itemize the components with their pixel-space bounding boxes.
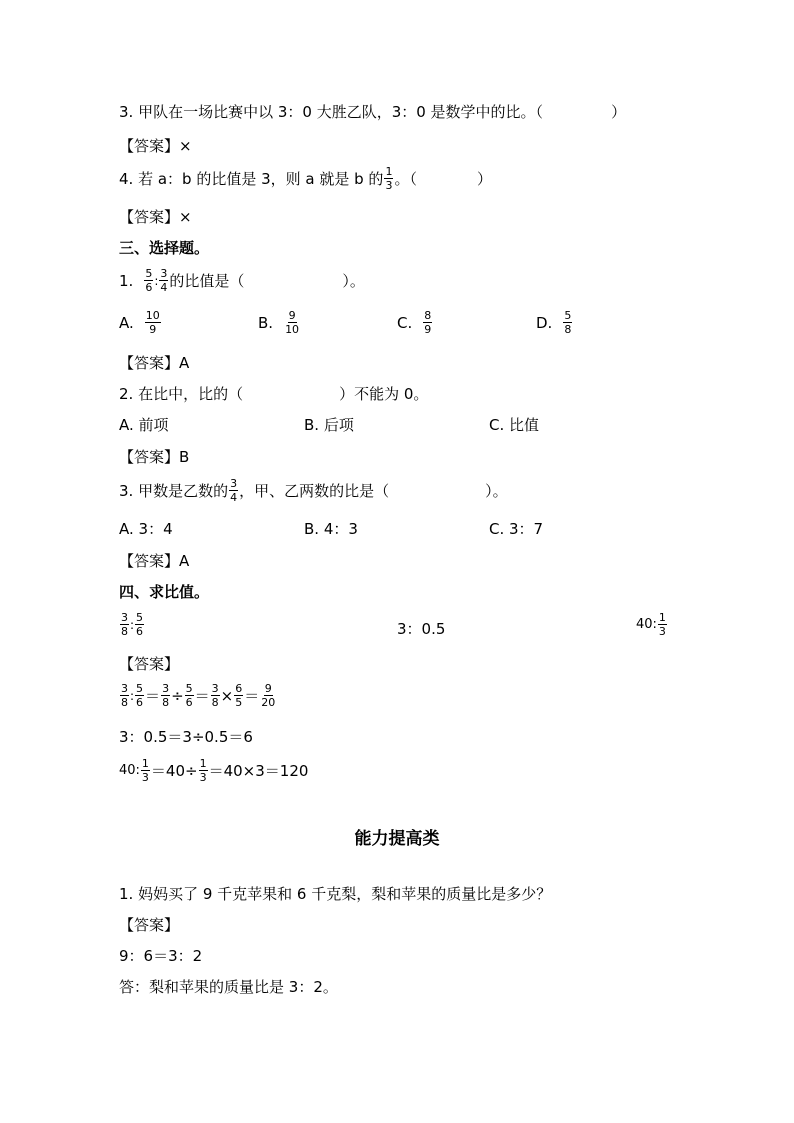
fraction <box>120 683 129 708</box>
answer-label-4: 【答案】 <box>119 655 180 673</box>
numerator: 10 <box>145 309 160 322</box>
equals-sign: ＝ <box>244 687 260 705</box>
numerator: 3 <box>160 267 168 280</box>
fraction <box>284 310 300 335</box>
numerator: 3 <box>162 682 170 695</box>
answer-c3: 【答案】A <box>119 552 190 570</box>
denominator: 5 <box>235 696 243 709</box>
question-text-post: ）不能为 0。 <box>339 385 429 403</box>
answer-c2: 【答案】B <box>119 448 190 466</box>
answer-label-p1: 【答案】 <box>119 916 180 934</box>
section-4-heading: 四、求比值。 <box>119 583 210 601</box>
numerator: 3 <box>211 682 219 695</box>
denominator: 4 <box>160 281 168 294</box>
answer-q3: 【答案】× <box>119 137 192 155</box>
fraction <box>563 310 572 335</box>
solution-text: 40: <box>119 763 140 778</box>
ratio-problem-1 <box>119 612 145 637</box>
fraction <box>161 683 170 708</box>
fraction <box>159 268 168 293</box>
denominator: 8 <box>211 696 219 709</box>
fraction <box>141 758 150 783</box>
fraction <box>234 683 243 708</box>
fraction <box>423 310 432 335</box>
option-label: D. <box>536 313 553 332</box>
denominator: 6 <box>145 281 153 294</box>
numerator: 8 <box>424 309 432 322</box>
paren-close: ） <box>476 170 492 188</box>
option-d <box>536 310 573 335</box>
denominator: 8 <box>121 696 128 709</box>
denominator: 3 <box>385 179 393 192</box>
equals-sign: ＝ <box>145 687 161 705</box>
numerator: 1 <box>385 165 393 178</box>
option-label: B. <box>258 313 274 332</box>
numerator: 5 <box>136 611 144 624</box>
numerator: 9 <box>288 309 296 322</box>
numerator: 6 <box>235 682 243 695</box>
denominator: 6 <box>136 696 144 709</box>
question-text-post: 。（ <box>394 170 417 188</box>
denominator: 6 <box>185 696 193 709</box>
numerator: 1 <box>141 757 149 770</box>
answer-reply: 答：梨和苹果的质量比是 3：2。 <box>119 978 338 996</box>
fraction <box>145 310 161 335</box>
denominator: 3 <box>141 771 149 784</box>
denominator: 8 <box>162 696 170 709</box>
option-b: B. 后项 <box>304 416 354 434</box>
denominator: 3 <box>199 771 207 784</box>
divide-sign: ÷ <box>171 686 184 705</box>
option-c <box>397 310 433 335</box>
question-number: 1. <box>119 271 134 290</box>
answer-c1: 【答案】A <box>119 354 190 372</box>
denominator: 10 <box>285 323 300 336</box>
option-label: C. <box>397 313 413 332</box>
calculation: 9：6＝3：2 <box>119 947 203 965</box>
judge-question-3 <box>119 101 626 122</box>
numerator: 3 <box>121 682 128 695</box>
numerator: 3 <box>121 611 128 624</box>
question-text: 的比值是（ <box>169 272 245 290</box>
multiply-sign: × <box>220 686 234 705</box>
fraction <box>229 478 238 503</box>
judge-question-4 <box>119 166 492 191</box>
denominator: 8 <box>121 625 128 638</box>
numerator: 1 <box>658 611 666 624</box>
problem-text: 40: <box>636 617 657 632</box>
ratio-sign: : <box>154 273 159 288</box>
question-text: 3. 甲数是乙数的 <box>119 482 229 500</box>
question-text: 2. 在比中，比的（ <box>119 385 244 403</box>
paren-close: ）。 <box>342 272 365 290</box>
solution-text: ＝40÷ <box>150 762 198 780</box>
section-heading: 能力提高类 <box>354 829 440 849</box>
numerator: 5 <box>145 267 153 280</box>
ratio-problem-3 <box>636 612 668 637</box>
option-a <box>119 310 162 335</box>
denominator: 4 <box>230 491 238 504</box>
question-text: 4. 若 a：b 的比值是 3，则 a 就是 b 的 <box>119 170 384 188</box>
solution-3 <box>119 758 308 783</box>
word-problem-1: 1. 妈妈买了 9 千克苹果和 6 千克梨，梨和苹果的质量比是多少？ <box>119 885 552 903</box>
ratio-sign: : <box>130 688 135 703</box>
fraction <box>120 612 129 637</box>
denominator: 9 <box>424 323 432 336</box>
fraction <box>211 683 220 708</box>
fraction <box>144 268 153 293</box>
denominator: 3 <box>658 625 666 638</box>
ratio-problem-2: 3：0.5 <box>397 620 446 638</box>
fraction <box>384 166 393 191</box>
option-b <box>258 310 301 335</box>
solution-2: 3：0.5＝3÷0.5＝6 <box>119 728 253 746</box>
option-label: A. <box>119 313 134 332</box>
denominator: 20 <box>261 696 276 709</box>
solution-text: ＝40×3＝120 <box>208 762 309 780</box>
fraction <box>658 612 667 637</box>
denominator: 8 <box>564 323 572 336</box>
option-b: B. 4：3 <box>304 520 358 538</box>
answer-q4: 【答案】× <box>119 208 192 226</box>
paren-close: ） <box>611 103 627 121</box>
fraction <box>135 612 144 637</box>
ratio-sign: : <box>130 617 135 632</box>
choice-question-1 <box>119 268 365 293</box>
solution-1 <box>119 683 277 708</box>
fraction <box>199 758 208 783</box>
question-text-post: ，甲、乙两数的比是（ <box>239 482 390 500</box>
question-text: 3. 甲队在一场比赛中以 3：0 大胜乙队，3：0 是数学中的比。（ <box>119 103 544 121</box>
choice-question-2 <box>119 383 428 404</box>
numerator: 5 <box>136 682 144 695</box>
numerator: 9 <box>264 682 272 695</box>
fraction <box>135 683 144 708</box>
option-a: A. 3：4 <box>119 520 173 538</box>
option-c: C. 比值 <box>489 416 540 434</box>
numerator: 1 <box>199 757 207 770</box>
fraction <box>185 683 194 708</box>
equals-sign: ＝ <box>194 687 210 705</box>
paren-close: ）。 <box>485 482 508 500</box>
fraction <box>260 683 276 708</box>
denominator: 6 <box>136 625 144 638</box>
choice-question-3 <box>119 478 508 503</box>
denominator: 9 <box>149 323 157 336</box>
numerator: 3 <box>230 477 238 490</box>
section-3-heading: 三、选择题。 <box>119 239 210 257</box>
option-a: A. 前项 <box>119 416 169 434</box>
numerator: 5 <box>185 682 193 695</box>
option-c: C. 3：7 <box>489 520 544 538</box>
numerator: 5 <box>564 309 572 322</box>
